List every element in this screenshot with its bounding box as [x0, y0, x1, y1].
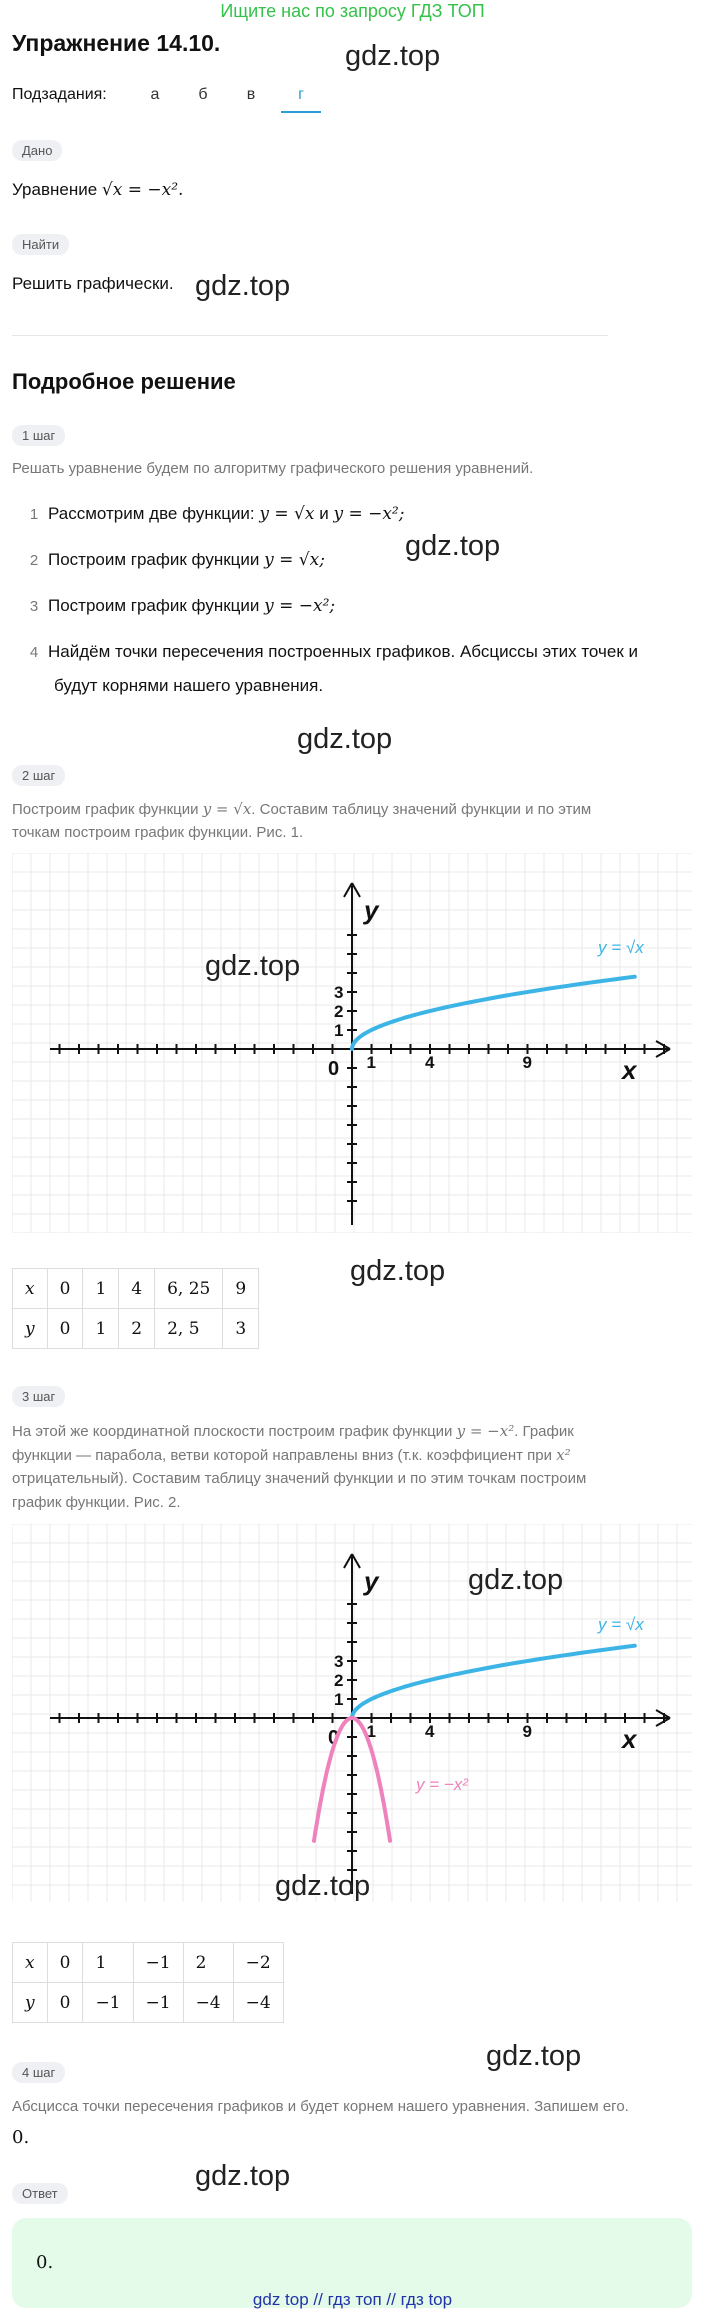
x-tick-label: 9 — [522, 1053, 532, 1072]
watermark: gdz.top — [205, 950, 301, 982]
step3-text-line4: график функции. Рис. 2. — [12, 1494, 181, 1511]
page-title: Упражнение 14.10. — [12, 30, 221, 56]
find-text: Решить графически. — [12, 274, 174, 293]
table-row: x 0 1 4 6, 25 9 — [13, 1269, 259, 1309]
divider — [12, 335, 608, 336]
step3-tag: 3 шаг — [12, 1386, 65, 1407]
subtask-tab-b[interactable]: б — [198, 86, 208, 103]
given-label: Уравнение — [12, 180, 98, 199]
list-item: Построим график функции y = √x; — [48, 550, 325, 570]
list-item: Построим график функции y = −x²; — [48, 596, 336, 616]
step2-text-line2: точкам построим график функции. Рис. 1. — [12, 824, 304, 841]
watermark: gdz.top — [195, 270, 291, 302]
y-tick-label: 1 — [334, 1690, 344, 1709]
step3-text-line3: отрицательный). Составим таблицу значений функции и по этим точкам построим — [12, 1470, 587, 1487]
x-tick-label: 4 — [425, 1722, 435, 1741]
y-tick-label: 1 — [334, 1021, 344, 1040]
list-number: 4 — [29, 644, 39, 661]
figure-1-graph — [12, 853, 692, 1233]
list-item: Рассмотрим две функции: y = √x и y = −x²; — [48, 504, 405, 524]
list-number: 3 — [29, 598, 39, 615]
watermark: gdz.top — [468, 1564, 564, 1596]
step2-tag: 2 шаг — [12, 765, 65, 786]
figure-2-graph — [12, 1524, 692, 1902]
watermark: gdz.top — [297, 723, 393, 755]
list-item: Найдём точки пересечения построенных графиков. Абсциссы этих точек и — [48, 642, 638, 661]
x-axis-label: x — [622, 1724, 637, 1754]
x-tick-label: 4 — [425, 1053, 435, 1072]
series-label: y = −x² — [416, 1775, 468, 1794]
list-number: 2 — [29, 552, 39, 569]
sqrt-curve — [352, 977, 635, 1049]
footer-links[interactable]: gdz top // гдз топ // гдз top — [252, 2290, 453, 2309]
list-item-continued: будут корнями нашего уравнения. — [54, 676, 324, 695]
table-row: y 0 1 2 2, 5 3 — [13, 1309, 259, 1349]
subtask-tab-v[interactable]: в — [246, 86, 256, 103]
list-number: 1 — [29, 506, 39, 523]
step1-intro: Решать уравнение будем по алгоритму графического решения уравнений. — [12, 460, 534, 477]
y-tick-label: 3 — [334, 983, 344, 1002]
x-tick-label: 1 — [366, 1053, 376, 1072]
step3-text-line1: На этой же координатной плоскости построим график функции y = −x². График — [12, 1422, 574, 1440]
given-text — [12, 178, 183, 202]
step4-text: Абсцисса точки пересечения графиков и будет корнем нашего уравнения. Запишем его. — [12, 2098, 629, 2115]
y-tick-label: 2 — [334, 1002, 344, 1021]
step4-tag: 4 шаг — [12, 2062, 65, 2083]
watermark: gdz.top — [275, 1870, 371, 1902]
y-axis-label: y — [364, 895, 379, 925]
subtask-tab-g[interactable]: г — [298, 86, 304, 103]
values-table-1 — [12, 1268, 259, 1349]
answer-tag: Ответ — [12, 2183, 68, 2204]
step2-text-line1: Построим график функции y = √x. Составим таблицу значений функции и по этим — [12, 800, 592, 818]
x-axis-label: x — [622, 1055, 637, 1085]
series-label: y = √x — [598, 1615, 644, 1634]
step3-text-line2: функции — парабола, ветви которой направлены вниз (т.к. коэффициент при x² — [12, 1446, 571, 1464]
origin-label: 0 — [328, 1058, 340, 1080]
table-row: x 0 1 −1 2 −2 — [13, 1943, 284, 1983]
origin-label: 0 — [328, 1727, 340, 1749]
watermark: gdz.top — [195, 2160, 291, 2192]
y-tick-label: 2 — [334, 1671, 344, 1690]
answer-value: 0. — [36, 2252, 54, 2273]
step4-value: 0. — [12, 2127, 30, 2148]
table-row: y 0 −1 −1 −4 −4 — [13, 1983, 284, 2023]
solution-title: Подробное решение — [12, 369, 236, 394]
watermark: gdz.top — [345, 40, 441, 72]
series-label: y = √x — [598, 938, 644, 957]
given-equation: √x = −x². — [101, 180, 184, 200]
watermark: gdz.top — [486, 2040, 582, 2072]
x-tick-label: 1 — [366, 1722, 376, 1741]
find-tag: Найти — [12, 234, 69, 255]
values-table-2 — [12, 1942, 284, 2023]
y-tick-label: 3 — [334, 1652, 344, 1671]
watermark: gdz.top — [405, 530, 501, 562]
subtask-tab-a[interactable]: а — [150, 86, 160, 103]
given-tag: Дано — [12, 140, 62, 161]
search-banner[interactable]: Ищите нас по запросу ГДЗ ТОП — [220, 1, 485, 21]
x-tick-label: 9 — [522, 1722, 532, 1741]
y-axis-label: y — [364, 1566, 379, 1596]
step1-tag: 1 шаг — [12, 425, 65, 446]
active-tab-underline — [281, 111, 321, 113]
watermark: gdz.top — [350, 1255, 446, 1287]
subtasks-label: Подзадания: — [12, 86, 107, 103]
